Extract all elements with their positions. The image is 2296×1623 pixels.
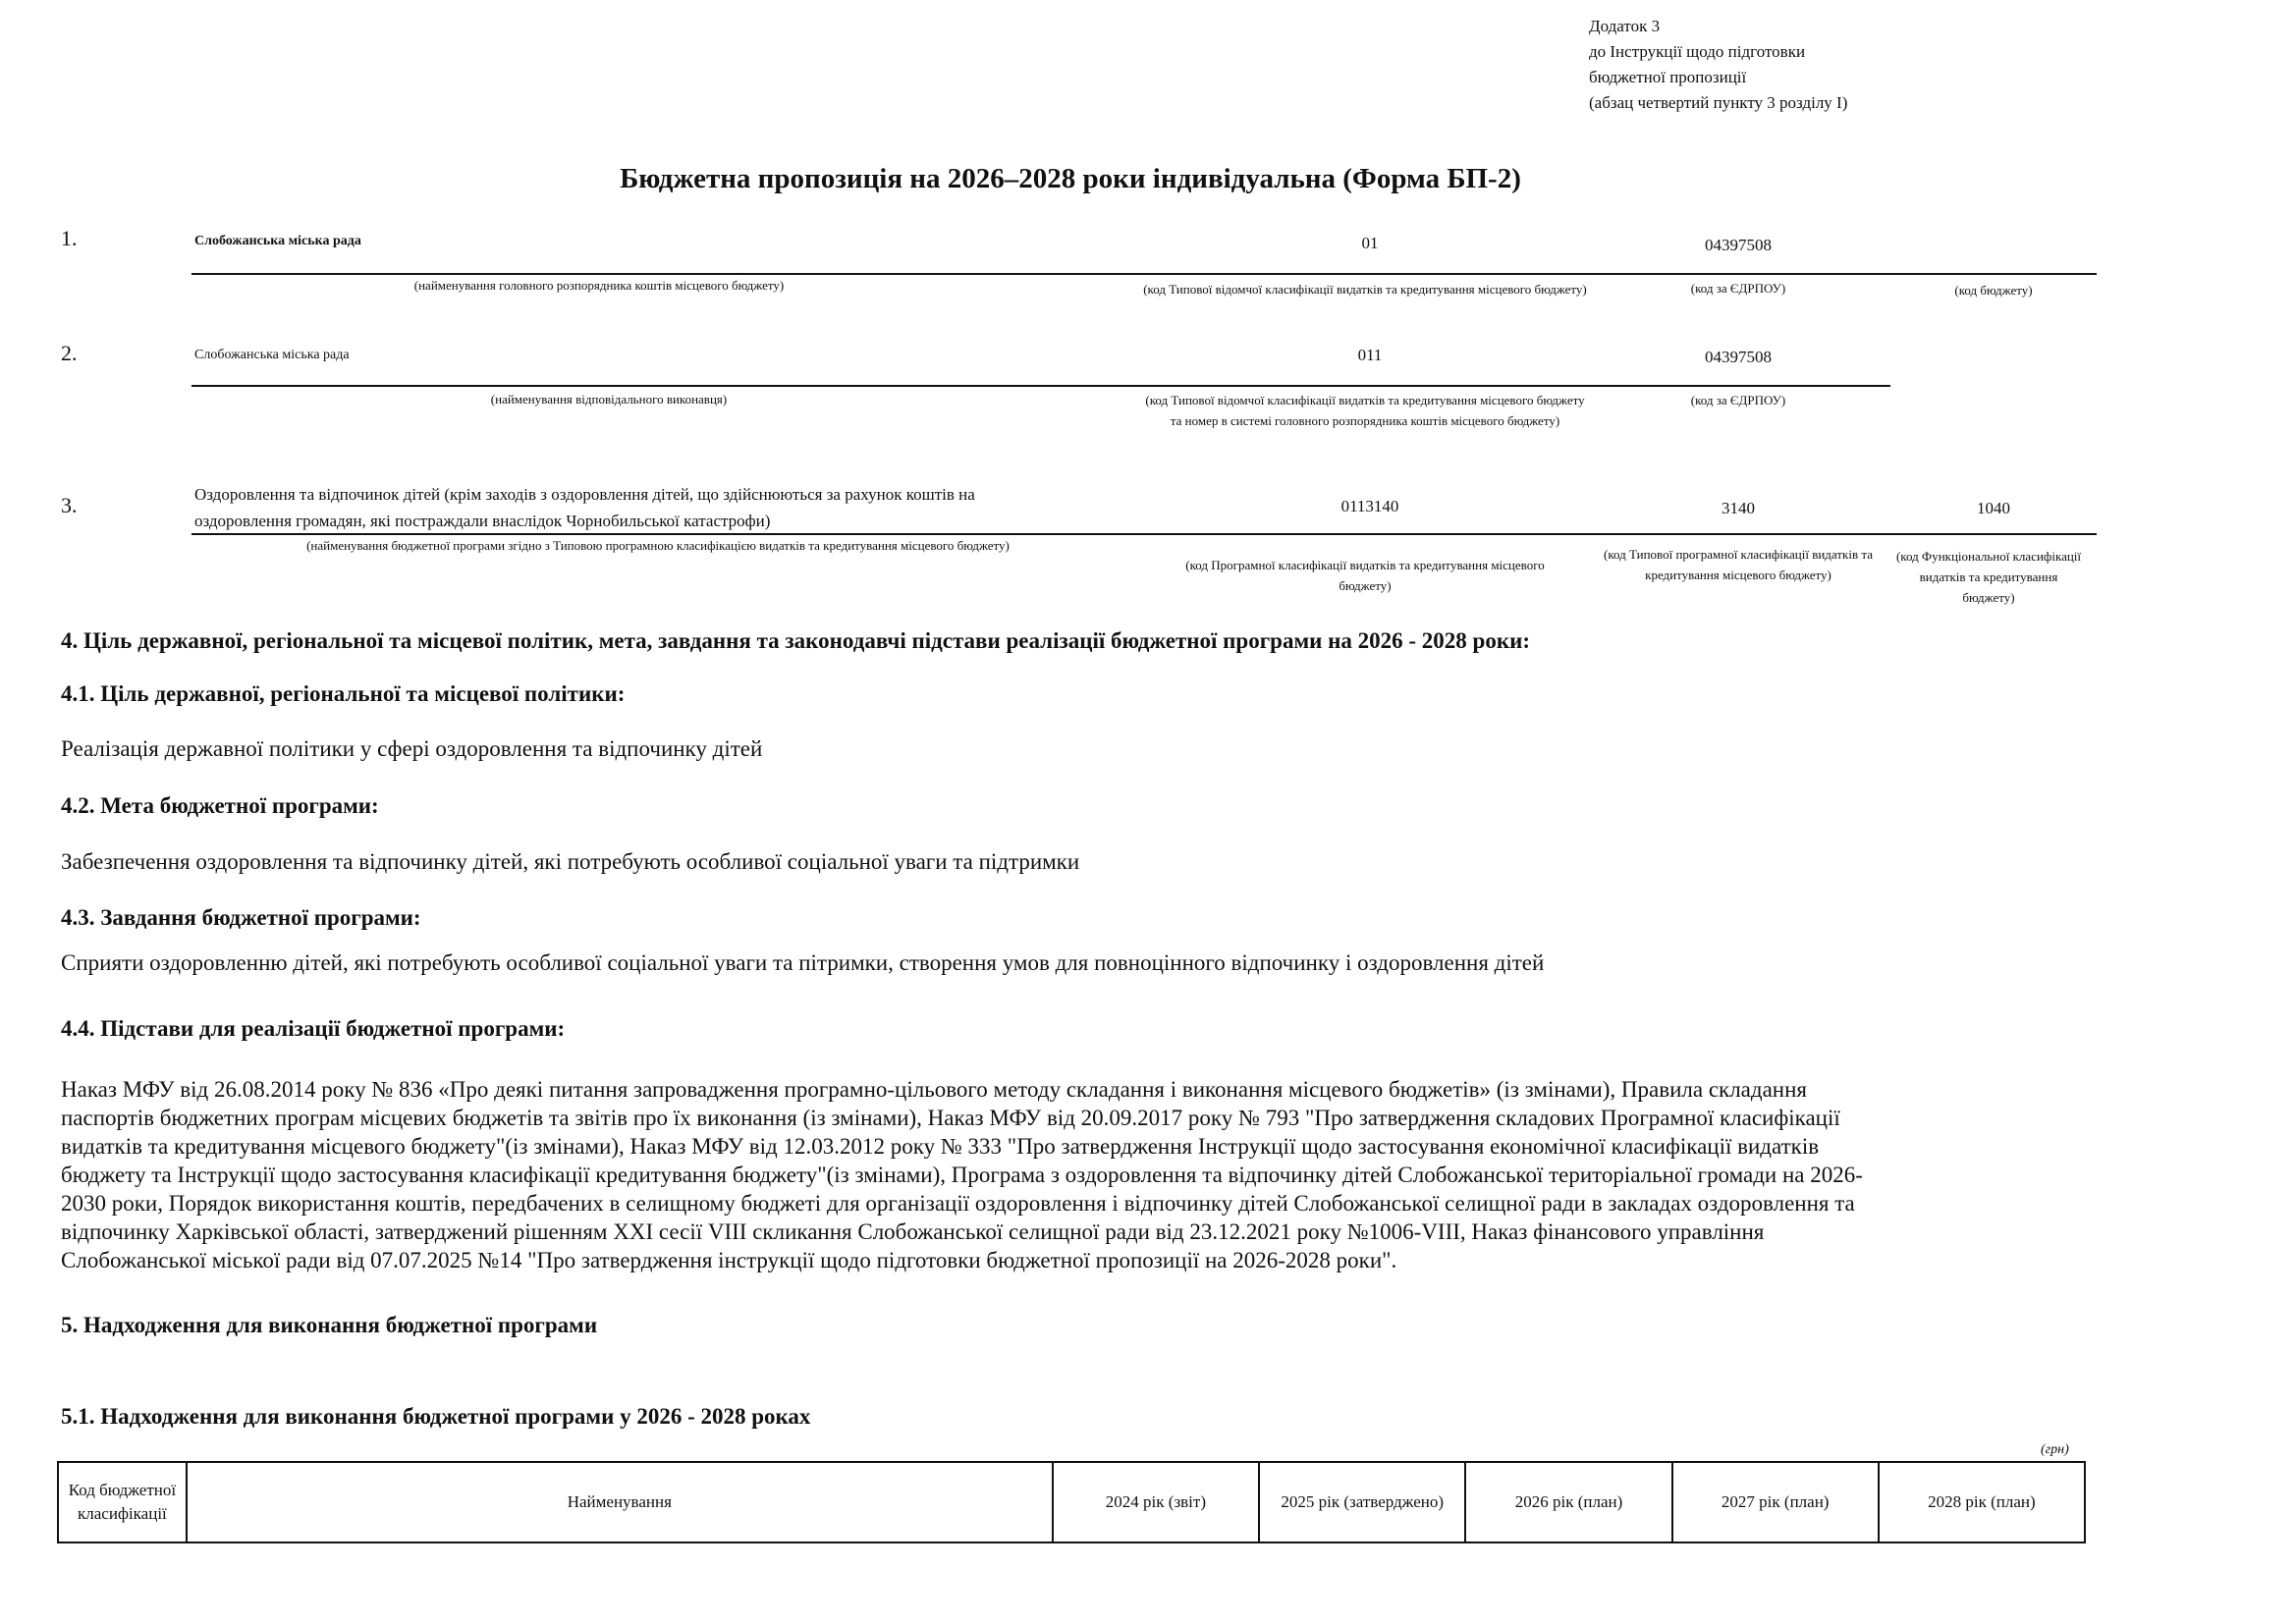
col-header-code: Код бюджетної класифікації [58,1462,187,1542]
row1-name-caption: (найменування головного розпорядника коштів місцевого бюджету) [413,278,785,293]
row3-typical-code: 3140 [1722,499,1755,517]
row3-functional-caption: (код Функціональної класифікації видатків та кредитування бюджету) [1895,549,2082,605]
row3-name-line: Оздоровлення та відпочинок дітей (крім заходів з оздоровлення дітей, що здійснюються за рахунок коштів на [194,485,975,504]
col-header-2024: 2024 рік (звіт) [1053,1462,1259,1542]
section51-heading: 5.1. Надходження для виконання бюджетної програми у 2026 - 2028 роках [61,1404,811,1429]
legal-basis-line: бюджету та Інструкції щодо застосування класифікації кредитування бюджету"(із змінами), Програма з оздоровлення та відпочинку дітей Слобожанської територіальної громади на 2026- [61,1163,1863,1187]
col-header-2027: 2027 рік (план) [1672,1462,1879,1542]
page-title: Бюджетна пропозиція на 2026–2028 роки індивідуальна (Форма БП-2) [620,163,1521,194]
col-header-2028: 2028 рік (план) [1879,1462,2085,1542]
row3-program-caption: (код Програмної класифікації видатків та кредитування місцевого бюджету) [1185,558,1545,593]
appendix-line: (абзац четвертий пункту 3 розділу І) [1589,93,1848,112]
section42-text: Забезпечення оздоровлення та відпочинку дітей, які потребують особливої соціальної уваги та підтримки [61,849,1080,874]
appendix-line: бюджетної пропозиції [1589,68,1747,86]
row2-edrpou: 04397508 [1705,348,1772,366]
row1-number: 1. [61,226,78,250]
section43-text: Сприяти оздоровленню дітей, які потребують особливої соціальної уваги та пітримки, створення умов для повноцінного відпочинку і оздоровлення дітей [61,950,1545,975]
section4-heading: 4. Ціль державної, регіональної та місцевої політик, мета, завдання та законодавчі підстави реалізації бюджетної програми на 2026 - 2028 роки: [61,628,1530,653]
section42-heading: 4.2. Мета бюджетної програми: [61,793,379,818]
appendix-line: до Інструкції щодо підготовки [1589,42,1806,61]
row3-typical-caption: (код Типової програмної класифікації видатків та кредитування місцевого бюджету) [1604,547,1873,582]
row1-code: 01 [1361,234,1379,252]
row1-edrpou-caption: (код за ЄДРПОУ) [1690,281,1786,296]
row1-code-caption: (код Типової відомчої класифікації видатків та кредитування місцевого бюджету) [1143,282,1587,297]
row2-edrpou-caption: (код за ЄДРПОУ) [1690,393,1786,407]
row2-name-caption: (найменування відповідального виконавця) [490,392,728,406]
row3-name-caption: (найменування бюджетної програми згідно з Типовою програмною класифікацією видатків та кредитування місцевого бюджету) [306,538,1010,553]
row2-code-caption: (код Типової відомчої класифікації видатків та кредитування місцевого бюджету та номер в системі головного розпорядника коштів місцевого бюджету) [1145,393,1585,428]
currency-unit: (грн) [2041,1442,2069,1457]
row2-number: 2. [61,341,78,365]
legal-basis-line: 2030 роки, Порядок використання коштів, передбачених в селищному бюджеті для організації оздоровлення і відпочинку дітей Слобожанської селищної ради в закладах оздоровлення та [61,1191,1855,1216]
row3-number: 3. [61,493,78,517]
row2-name: Слобожанська міська рада [194,348,350,362]
legal-basis-line: відпочинку Харківської області, затверджений рішенням ХХІ сесії VIII скликання Слобожанської селищної ради від 23.12.2021 року №1006-VIII, Наказ фінансового управління [61,1219,1765,1244]
legal-basis-line: видатків та кредитування місцевого бюджету"(із змінами), Наказ МФУ від 12.03.2012 року № 333 "Про затвердження Інструкції щодо застосування економічної класифікації видатків [61,1134,1820,1159]
row1-budget-caption: (код бюджету) [1954,283,2033,298]
row3-program-code: 0113140 [1340,497,1399,515]
row1-edrpou: 04397508 [1705,236,1772,254]
revenue-table [57,1461,2086,1543]
section5-heading: 5. Надходження для виконання бюджетної програми [61,1313,598,1337]
row2-line [191,385,1890,387]
row3-name [194,481,975,534]
legal-basis-text [61,1075,2084,1274]
legal-basis-line: паспортів бюджетних програм місцевих бюджетів та звітів про їх виконання (із змінами), Наказ МФУ від 20.09.2017 року № 793 "Про затвердження складових Програмної класифікації [61,1106,1840,1130]
section41-heading: 4.1. Ціль державної, регіональної та місцевої політики: [61,681,626,706]
row3-name-line: оздоровлення громадян, які постраждали внаслідок Чорнобильської катастрофи) [194,512,771,530]
table-header-row [58,1462,2085,1542]
row3-functional-code: 1040 [1977,499,2010,517]
section43-heading: 4.3. Завдання бюджетної програми: [61,905,421,930]
col-header-name: Найменування [187,1462,1053,1542]
appendix-line: Додаток 3 [1589,17,1661,35]
legal-basis-line: Наказ МФУ від 26.08.2014 року № 836 «Про деякі питання запровадження програмно-цільового методу складання і виконання місцевого бюджетів» (із змінами), Правила складання [61,1077,1807,1102]
col-header-2025: 2025 рік (затверджено) [1259,1462,1465,1542]
row2-code: 011 [1357,346,1383,364]
col-header-2026: 2026 рік (план) [1465,1462,1671,1542]
section41-text: Реалізація державної політики у сфері оздоровлення та відпочинку дітей [61,736,763,761]
appendix-note [1589,14,1847,116]
section44-heading: 4.4. Підстави для реалізації бюджетної програми: [61,1016,566,1041]
legal-basis-line: Слобожанської міської ради від 07.07.2025 №14 "Про затвердження інструкції щодо підготовки бюджетної пропозиції на 2026-2028 роки". [61,1248,1397,1272]
row1-name: Слобожанська міська рада [194,234,361,248]
